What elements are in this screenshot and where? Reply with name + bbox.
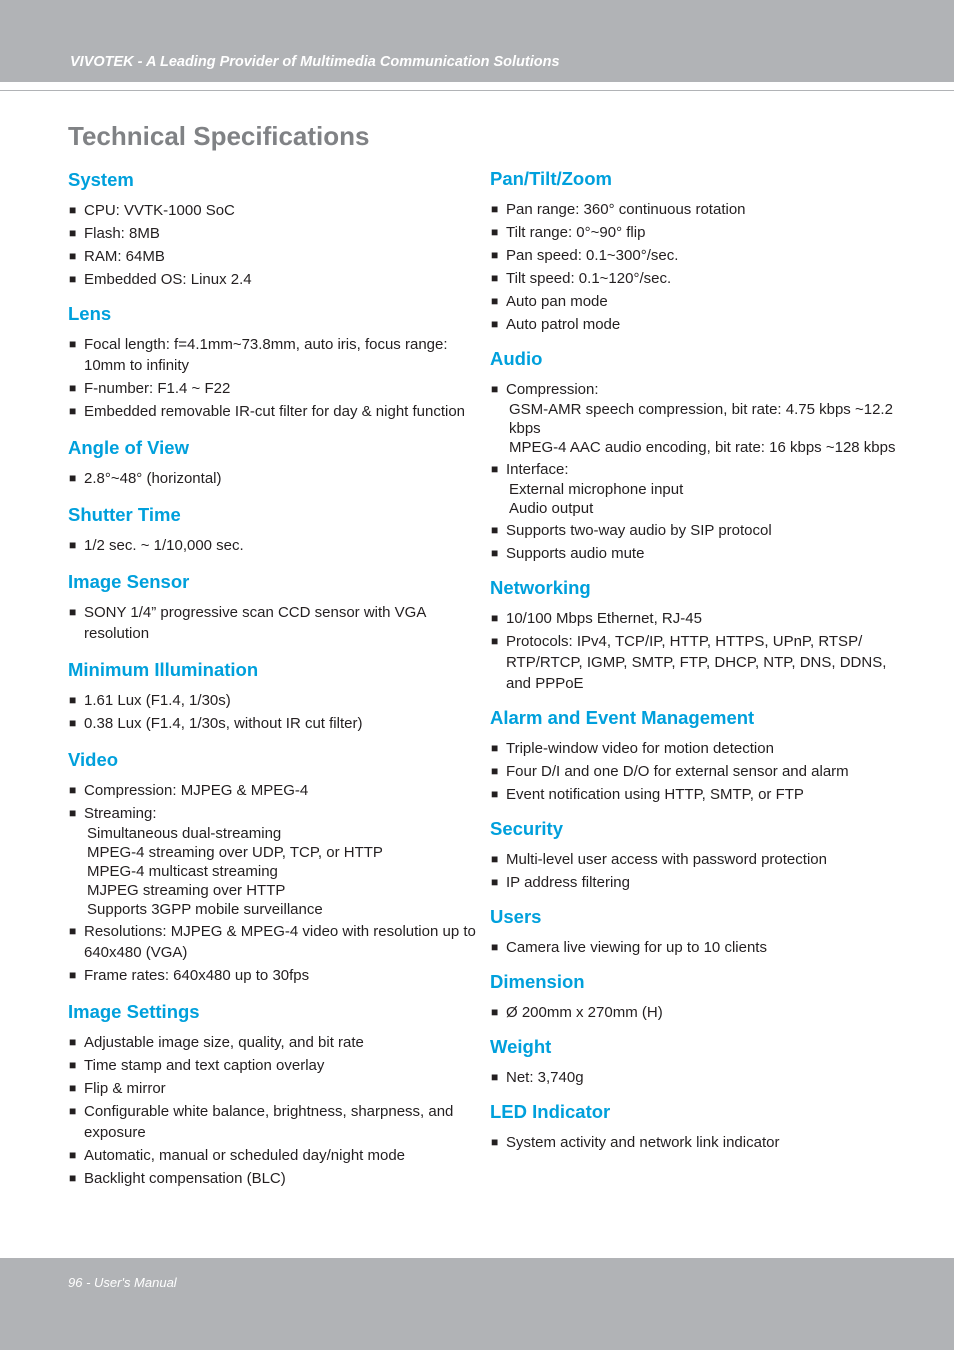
header-divider (0, 90, 954, 91)
square-bullet-icon: ■ (69, 404, 77, 418)
section-audio (490, 347, 900, 564)
spec-item (68, 334, 478, 376)
section-title: Video (68, 749, 119, 770)
square-bullet-icon: ■ (69, 337, 77, 351)
spec-text: Protocols: IPv4, TCP/IP, HTTP, HTTPS, UPnP, RTSP/ RTP/RTCP, IGMP, SMTP, FTP, DHCP, NTP, DNS, DDNS, and PPPoE (506, 633, 887, 692)
square-bullet-icon: ■ (491, 852, 499, 866)
spec-text: IP address filtering (506, 874, 630, 891)
spec-item (68, 1168, 478, 1189)
spec-text: Camera live viewing for up to 10 clients (506, 939, 767, 956)
spec-list (490, 379, 900, 564)
spec-item (490, 784, 900, 805)
spec-list (490, 608, 900, 694)
spec-list (490, 937, 900, 958)
section-title: LED Indicator (490, 1101, 611, 1122)
spec-item (68, 223, 478, 244)
spec-text: 10/100 Mbps Ethernet, RJ-45 (506, 610, 702, 627)
square-bullet-icon: ■ (491, 202, 499, 216)
spec-item (68, 535, 478, 556)
section-title: Alarm and Event Management (490, 707, 755, 728)
section-title: Networking (490, 577, 591, 598)
square-bullet-icon: ■ (69, 272, 77, 286)
section-alarm-and-event-management (490, 706, 900, 805)
spec-text: Compression: (506, 381, 599, 398)
square-bullet-icon: ■ (69, 249, 77, 263)
spec-item (490, 245, 900, 266)
spec-item (490, 291, 900, 312)
section-weight (490, 1035, 900, 1088)
spec-list (68, 535, 478, 556)
spec-list (490, 199, 900, 335)
section-led-indicator (490, 1100, 900, 1153)
spec-item (490, 314, 900, 335)
spec-text: Streaming: (84, 805, 157, 822)
spec-item (490, 379, 900, 457)
spec-text: Configurable white balance, brightness, sharpness, and exposure (84, 1103, 454, 1141)
square-bullet-icon: ■ (491, 741, 499, 755)
spec-text: Net: 3,740g (506, 1069, 584, 1086)
spec-text: Flip & mirror (84, 1080, 166, 1097)
spec-list (68, 468, 478, 489)
square-bullet-icon: ■ (491, 546, 499, 560)
spec-list (490, 1002, 900, 1023)
square-bullet-icon: ■ (69, 1148, 77, 1162)
spec-subitem: Audio output (509, 500, 594, 517)
spec-item (490, 1002, 900, 1023)
spec-text: Tilt range: 0°~90° flip (506, 224, 646, 241)
spec-list (490, 849, 900, 893)
square-bullet-icon: ■ (491, 1070, 499, 1084)
square-bullet-icon: ■ (491, 523, 499, 537)
section-title: Lens (68, 303, 112, 324)
spec-item (68, 246, 478, 267)
section-dimension (490, 970, 900, 1023)
square-bullet-icon: ■ (491, 787, 499, 801)
spec-item (68, 780, 478, 801)
spec-item (68, 803, 478, 919)
square-bullet-icon: ■ (491, 764, 499, 778)
square-bullet-icon: ■ (69, 806, 77, 820)
spec-list (68, 1032, 478, 1189)
section-system (68, 168, 478, 290)
spec-item (490, 520, 900, 541)
spec-subitem: GSM-AMR speech compression, bit rate: 4.75 kbps ~12.2 kbps (509, 401, 893, 437)
spec-text: RAM: 64MB (84, 248, 165, 265)
spec-item (490, 268, 900, 289)
spec-item (490, 459, 900, 518)
spec-item (68, 965, 478, 986)
spec-item (490, 199, 900, 220)
spec-text: Four D/I and one D/O for external sensor and alarm (506, 763, 849, 780)
spec-text: CPU: VVTK-1000 SoC (84, 202, 235, 219)
square-bullet-icon: ■ (69, 968, 77, 982)
spec-item (490, 1132, 900, 1153)
spec-text: Automatic, manual or scheduled day/night mode (84, 1147, 406, 1164)
spec-item (68, 713, 478, 734)
spec-text: Pan range: 360° continuous rotation (506, 201, 746, 218)
section-title: Minimum Illumination (68, 659, 259, 680)
spec-text: Interface: (506, 461, 569, 478)
spec-item (68, 1101, 478, 1143)
square-bullet-icon: ■ (69, 203, 77, 217)
spec-text: Triple-window video for motion detection (506, 740, 774, 757)
square-bullet-icon: ■ (69, 1171, 77, 1185)
spec-list (68, 780, 478, 986)
spec-list (490, 1067, 900, 1088)
spec-list (490, 738, 900, 805)
spec-list (490, 1132, 900, 1153)
section-users (490, 905, 900, 958)
spec-item (68, 690, 478, 711)
page-header (0, 0, 954, 82)
spec-subitem: External microphone input (509, 481, 684, 498)
section-title: Shutter Time (68, 504, 181, 525)
section-title: System (68, 169, 134, 190)
spec-subitem: MPEG-4 multicast streaming (87, 863, 278, 880)
spec-text: Tilt speed: 0.1~120°/sec. (506, 270, 672, 287)
spec-text: Flash: 8MB (84, 225, 160, 242)
section-title: Users (490, 906, 542, 927)
spec-text: Embedded removable IR-cut filter for day & night function (84, 403, 466, 420)
spec-item (490, 872, 900, 893)
spec-item (490, 631, 900, 694)
section-image-sensor (68, 570, 478, 644)
square-bullet-icon: ■ (491, 294, 499, 308)
square-bullet-icon: ■ (491, 382, 499, 396)
square-bullet-icon: ■ (69, 381, 77, 395)
square-bullet-icon: ■ (491, 225, 499, 239)
square-bullet-icon: ■ (69, 716, 77, 730)
section-security (490, 817, 900, 893)
spec-text: Supports audio mute (506, 545, 645, 562)
spec-item (68, 200, 478, 221)
section-title: Angle of View (68, 437, 189, 458)
spec-item (68, 1145, 478, 1166)
square-bullet-icon: ■ (491, 940, 499, 954)
square-bullet-icon: ■ (491, 317, 499, 331)
spec-text: System activity and network link indicator (506, 1134, 780, 1151)
section-title: Image Settings (68, 1001, 200, 1022)
spec-text: Auto patrol mode (506, 316, 621, 333)
spec-text: Frame rates: 640x480 up to 30fps (84, 967, 310, 984)
square-bullet-icon: ■ (491, 1005, 499, 1019)
square-bullet-icon: ■ (69, 783, 77, 797)
square-bullet-icon: ■ (69, 538, 77, 552)
right-column (490, 167, 900, 1155)
square-bullet-icon: ■ (69, 1058, 77, 1072)
section-networking (490, 576, 900, 694)
spec-text: Pan speed: 0.1~300°/sec. (506, 247, 679, 264)
footer-text: 96 - User's Manual (68, 1275, 177, 1290)
section-title: Audio (490, 348, 543, 369)
square-bullet-icon: ■ (69, 1035, 77, 1049)
spec-text: Focal length: f=4.1mm~73.8mm, auto iris, focus range: 10mm to infinity (84, 336, 448, 374)
square-bullet-icon: ■ (69, 693, 77, 707)
section-lens (68, 302, 478, 422)
spec-list (68, 200, 478, 290)
spec-item (68, 921, 478, 963)
section-pan-tilt-zoom (490, 167, 900, 335)
spec-text: Compression: MJPEG & MPEG-4 (84, 782, 309, 799)
spec-subitem: Simultaneous dual-streaming (87, 825, 282, 842)
square-bullet-icon: ■ (69, 1081, 77, 1095)
spec-item (490, 738, 900, 759)
left-column (68, 168, 478, 1191)
spec-item (490, 1067, 900, 1088)
square-bullet-icon: ■ (69, 924, 77, 938)
section-title: Weight (490, 1036, 552, 1057)
spec-item (490, 937, 900, 958)
spec-item (68, 378, 478, 399)
square-bullet-icon: ■ (491, 634, 499, 648)
spec-item (68, 468, 478, 489)
square-bullet-icon: ■ (491, 875, 499, 889)
spec-item (68, 602, 478, 644)
spec-item (68, 1055, 478, 1076)
spec-item (68, 401, 478, 422)
spec-text: 1/2 sec. ~ 1/10,000 sec. (84, 537, 244, 554)
spec-subitem: MPEG-4 AAC audio encoding, bit rate: 16 kbps ~128 kbps (509, 439, 896, 456)
square-bullet-icon: ■ (491, 1135, 499, 1149)
square-bullet-icon: ■ (69, 471, 77, 485)
spec-text: Adjustable image size, quality, and bit rate (84, 1034, 364, 1051)
spec-item (490, 849, 900, 870)
square-bullet-icon: ■ (491, 271, 499, 285)
section-video (68, 748, 478, 986)
spec-subitem: MJPEG streaming over HTTP (87, 882, 286, 899)
section-angle-of-view (68, 436, 478, 489)
spec-item (490, 608, 900, 629)
spec-text: Time stamp and text caption overlay (84, 1057, 325, 1074)
spec-text: Auto pan mode (506, 293, 608, 310)
section-title: Security (490, 818, 564, 839)
spec-text: Backlight compensation (BLC) (84, 1170, 286, 1187)
spec-text: 0.38 Lux (F1.4, 1/30s, without IR cut filter) (84, 715, 363, 732)
spec-item (490, 543, 900, 564)
spec-item (68, 1032, 478, 1053)
square-bullet-icon: ■ (491, 611, 499, 625)
spec-text: Multi-level user access with password protection (506, 851, 827, 868)
square-bullet-icon: ■ (69, 226, 77, 240)
page-footer (0, 1258, 954, 1350)
square-bullet-icon: ■ (491, 462, 499, 476)
spec-item (490, 222, 900, 243)
section-title: Dimension (490, 971, 585, 992)
spec-text: Resolutions: MJPEG & MPEG-4 video with resolution up to 640x480 (VGA) (84, 923, 476, 961)
section-image-settings (68, 1000, 478, 1189)
spec-list (68, 602, 478, 644)
spec-subitem: MPEG-4 streaming over UDP, TCP, or HTTP (87, 844, 383, 861)
section-title: Image Sensor (68, 571, 190, 592)
spec-text: Ø 200mm x 270mm (H) (506, 1004, 663, 1021)
square-bullet-icon: ■ (69, 605, 77, 619)
spec-text: SONY 1/4” progressive scan CCD sensor with VGA resolution (84, 604, 426, 642)
spec-list (68, 334, 478, 422)
section-minimum-illumination (68, 658, 478, 734)
section-shutter-time (68, 503, 478, 556)
spec-text: 1.61 Lux (F1.4, 1/30s) (84, 692, 231, 709)
spec-text: Event notification using HTTP, SMTP, or FTP (506, 786, 804, 803)
page-title: Technical Specifications (68, 121, 370, 151)
spec-list (68, 690, 478, 734)
square-bullet-icon: ■ (491, 248, 499, 262)
spec-item (68, 1078, 478, 1099)
header-text: VIVOTEK - A Leading Provider of Multimedia Communication Solutions (70, 54, 560, 70)
square-bullet-icon: ■ (69, 1104, 77, 1118)
spec-text: Embedded OS: Linux 2.4 (84, 271, 252, 288)
spec-text: F-number: F1.4 ~ F22 (84, 380, 231, 397)
section-title: Pan/Tilt/Zoom (490, 168, 612, 189)
spec-subitem: Supports 3GPP mobile surveillance (87, 901, 323, 918)
spec-item (490, 761, 900, 782)
spec-text: Supports two-way audio by SIP protocol (506, 522, 772, 539)
spec-text: 2.8°~48° (horizontal) (84, 470, 222, 487)
spec-item (68, 269, 478, 290)
